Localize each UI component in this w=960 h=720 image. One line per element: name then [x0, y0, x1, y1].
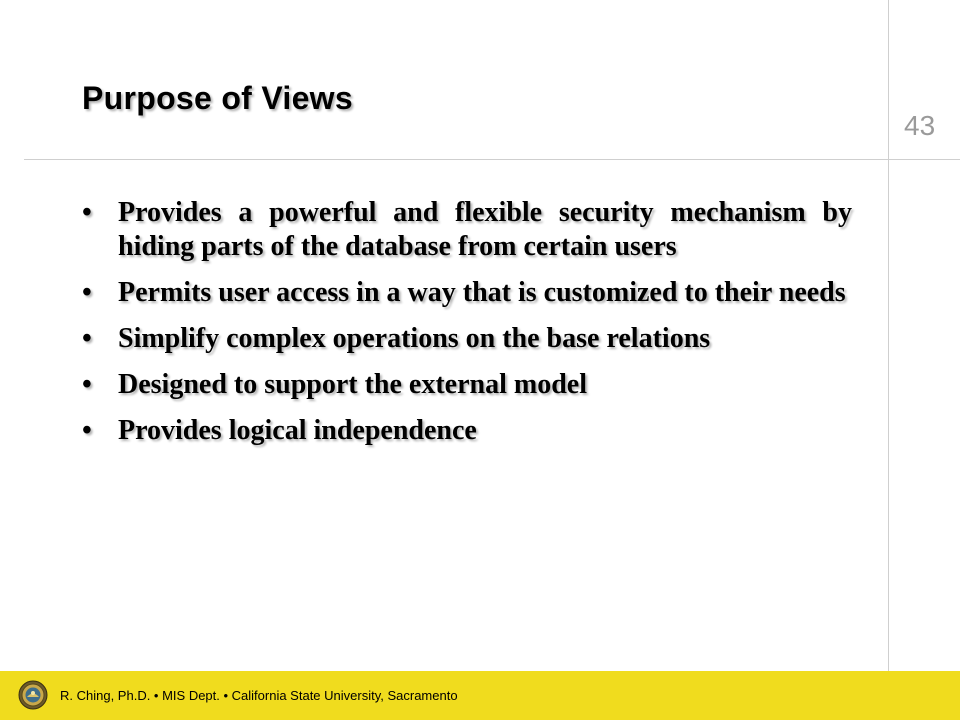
title-divider — [24, 159, 960, 160]
bullet-text: Simplify complex operations on the base relations — [118, 323, 711, 354]
bullet-dot: • — [82, 415, 92, 446]
bullet-text: Designed to support the external model — [118, 369, 587, 400]
bullet-text: Permits user access in a way that is customized to their needs — [118, 277, 846, 308]
bullet-dot: • — [82, 277, 92, 308]
university-seal-icon — [18, 680, 48, 710]
vertical-rule — [888, 0, 889, 720]
footer-bar — [0, 671, 960, 720]
slide-title: Purpose of Views — [82, 80, 353, 116]
page-number: 43 — [904, 110, 936, 141]
bullet-item — [82, 368, 852, 402]
bullet-dot: • — [82, 323, 92, 354]
bullet-item — [82, 196, 852, 264]
bullet-text: Provides logical independence — [118, 415, 477, 446]
footer-credit: R. Ching, Ph.D. • MIS Dept. • California State University, Sacramento — [60, 688, 458, 703]
bullet-dot: • — [82, 197, 92, 228]
bullet-dot: • — [82, 369, 92, 400]
bullet-item — [82, 276, 852, 310]
bullet-item — [82, 322, 852, 356]
bullet-text: Provides a powerful and flexible security mechanism by hiding parts of the database from certain users — [118, 197, 852, 262]
bullet-list — [82, 196, 852, 460]
bullet-item — [82, 414, 852, 448]
